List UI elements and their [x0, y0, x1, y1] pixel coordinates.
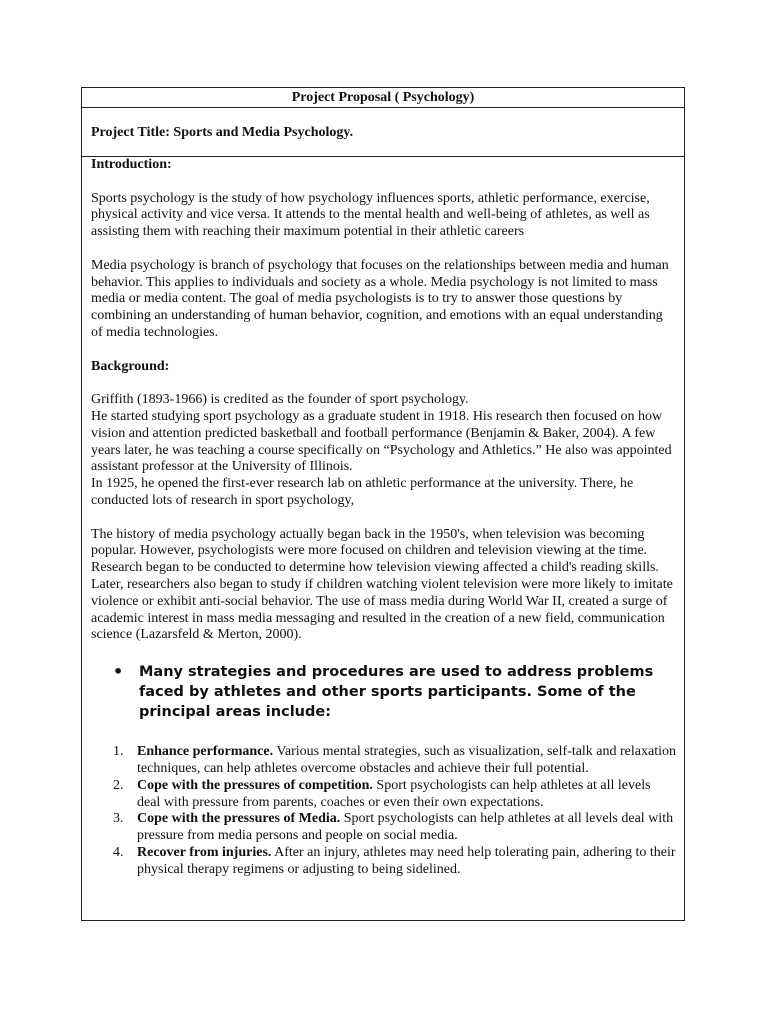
list-item	[91, 744, 676, 778]
list-item-number: 1.	[113, 744, 124, 760]
list-item-text: Sport psychologists can help athletes at all levels deal with pressure from media persons and people on social media.	[137, 811, 674, 844]
list-item-title: Cope with the pressures of competition.	[137, 777, 373, 793]
background-line-griffith: Griffith (1893-1966) is credited as the founder of sport psychology.	[91, 392, 469, 408]
intro-paragraph-media: Media psychology is branch of psychology that focuses on the relationships between media and human behavior. This applies to individuals and society as a whole. Media psychology is not limited to mass media or media content. The goal of media psychologists is to try to answer those questions by combining an understanding of human behavior, cognition, and emotions with an equal understanding of media technologies.	[91, 257, 669, 340]
principal-areas-list	[91, 744, 676, 878]
proposal-body	[82, 157, 684, 920]
list-item-text: Sport psychologists can help athletes at all levels deal with pressure from parents, coaches or even their own expectations.	[137, 777, 651, 810]
list-item-number: 4.	[113, 844, 124, 860]
project-title-row	[82, 108, 684, 157]
strategies-bullet	[113, 662, 676, 722]
background-media-history: The history of media psychology actually began back in the 1950's, when television was becoming popular. However, psychologists were more focused on children and television viewing at the time. Research began to be conducted to determine how television viewing affected a child's reading skills. Later, researchers also began to study if children watching violent television were more likely to imitate violence or exhibit anti-social behavior. The use of mass media during World War II, created a surge of academic interest in mass media messaging and resulted in the creation of a new field, communication science (Lazarsfeld & Merton, 2000).	[91, 526, 673, 643]
project-title: Project Title: Sports and Media Psychology.	[91, 125, 354, 140]
list-item-text: After an injury, athletes may need help tolerating pain, adhering to their physical therapy regimens or adjusting to being sidelined.	[137, 844, 676, 877]
bullet-icon: •	[113, 662, 124, 682]
list-item	[91, 845, 676, 879]
list-item-text: Various mental strategies, such as visualization, self-talk and relaxation techniques, can help athletes overcome obstacles and achieve their full potential.	[137, 744, 676, 776]
background-line-research: He started studying sport psychology as a graduate student in 1918. His research then focused on how vision and attention predicted basketball and football performance (Benjamin & Baker, 2004). A few years later, he was teaching a course specifically on “Psychology and Athletics.” He also was appointed assistant professor at the University of Illinois.	[91, 408, 672, 475]
background-heading: Background:	[91, 358, 170, 374]
proposal-header-text: Project Proposal ( Psychology)	[291, 90, 475, 105]
proposal-table	[81, 87, 685, 921]
introduction-heading: Introduction:	[91, 157, 172, 172]
strategies-bullet-text: Many strategies and procedures are used to address problems faced by athletes and other sports participants. Some of the principal areas include:	[139, 664, 654, 721]
list-item	[91, 811, 676, 845]
list-item	[91, 778, 676, 812]
list-item-title: Recover from injuries.	[137, 844, 272, 860]
intro-paragraph-sports: Sports psychology is the study of how psychology influences sports, athletic performance, exercise, physical activity and vice versa. It attends to the mental health and well-being of athletes, as well as assisting them with reaching their maximum potential in their athletic careers	[91, 190, 650, 240]
background-line-lab: In 1925, he opened the first-ever research lab on athletic performance at the university. There, he conducted lots of research in sport psychology,	[91, 476, 634, 508]
proposal-header	[82, 88, 684, 108]
list-item-title: Enhance performance.	[137, 744, 274, 760]
list-item-title: Cope with the pressures of Media.	[137, 811, 341, 827]
list-item-number: 3.	[113, 811, 124, 827]
list-item-number: 2.	[113, 777, 124, 793]
